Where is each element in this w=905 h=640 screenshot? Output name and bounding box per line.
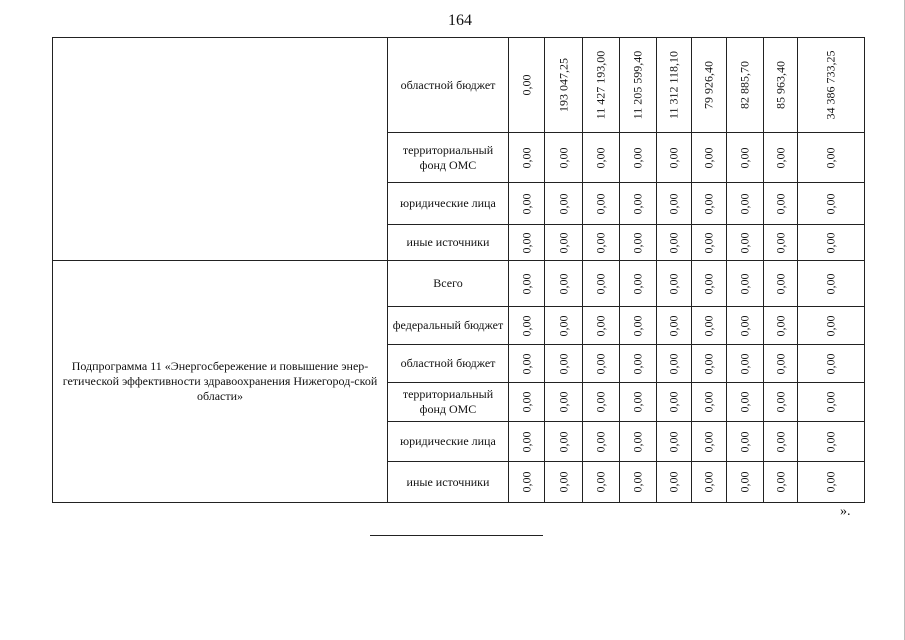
value-cell <box>798 462 865 503</box>
value-cell <box>620 345 657 383</box>
value-cell <box>545 133 583 183</box>
value-text: 0,00 <box>556 232 570 253</box>
funding-source: территориальный фонд ОМС <box>388 383 509 422</box>
value-cell <box>583 183 620 225</box>
value-text: 0,00 <box>666 391 681 413</box>
value-text: 0,00 <box>519 232 533 253</box>
value-text: 0,00 <box>519 353 533 374</box>
value-cell <box>620 133 657 183</box>
value-text: 0,00 <box>593 471 608 493</box>
value-cell <box>657 225 692 261</box>
value-text: 0,00 <box>737 193 752 214</box>
value-text: 0,00 <box>666 353 681 374</box>
value-cell <box>798 307 865 345</box>
value-cell <box>657 133 692 183</box>
value-text: 0,00 <box>773 391 787 413</box>
value-cell <box>509 462 545 503</box>
value-text: 0,00 <box>666 273 681 294</box>
value-text: 0,00 <box>556 147 570 168</box>
value-text: 0,00 <box>519 273 533 294</box>
value-cell <box>620 183 657 225</box>
value-cell <box>545 183 583 225</box>
value-text: 0,00 <box>773 147 787 168</box>
value-cell <box>798 345 865 383</box>
value-text: 0,00 <box>666 193 681 214</box>
value-text: 0,00 <box>666 232 681 253</box>
value-cell <box>798 225 865 261</box>
value-text: 0,00 <box>666 315 681 336</box>
value-cell <box>545 307 583 345</box>
value-text: 0,00 <box>556 353 570 374</box>
value-text: 0,00 <box>519 471 533 493</box>
value-text: 0,00 <box>666 471 681 493</box>
value-cell <box>583 133 620 183</box>
table-row <box>53 38 865 133</box>
value-cell <box>727 183 764 225</box>
value-text: 0,00 <box>701 315 716 336</box>
value-text: 0,00 <box>823 273 838 294</box>
value-text: 0,00 <box>519 391 533 413</box>
value-cell <box>692 462 727 503</box>
value-cell <box>657 261 692 307</box>
value-text: 0,00 <box>701 353 716 374</box>
funding-source: иные источники <box>388 225 509 261</box>
value-text: 0,00 <box>519 74 533 96</box>
value-text: 0,00 <box>701 147 716 168</box>
funding-source: иные источники <box>388 462 509 503</box>
funding-source: юридические лица <box>388 422 509 462</box>
value-cell <box>583 307 620 345</box>
value-cell <box>509 383 545 422</box>
value-cell <box>583 261 620 307</box>
value-cell <box>798 38 865 133</box>
value-cell <box>657 383 692 422</box>
value-text: 0,00 <box>630 471 645 493</box>
value-cell <box>620 261 657 307</box>
value-text: 11 427 193,00 <box>593 50 608 120</box>
value-cell <box>509 307 545 345</box>
value-cell <box>657 183 692 225</box>
value-text: 82 885,70 <box>737 61 752 109</box>
value-cell <box>692 261 727 307</box>
funding-source: юридические лица <box>388 183 509 225</box>
value-cell <box>620 225 657 261</box>
value-text: 0,00 <box>737 232 752 253</box>
value-cell <box>657 462 692 503</box>
value-cell <box>545 345 583 383</box>
table-row <box>53 261 865 307</box>
value-cell <box>620 383 657 422</box>
value-cell <box>509 183 545 225</box>
value-cell <box>620 307 657 345</box>
value-cell <box>545 38 583 133</box>
value-text: 0,00 <box>519 315 533 336</box>
value-cell <box>764 225 798 261</box>
value-text: 0,00 <box>701 431 716 452</box>
value-cell <box>727 307 764 345</box>
value-cell <box>509 38 545 133</box>
value-cell <box>509 261 545 307</box>
budget-table <box>52 37 865 503</box>
value-cell <box>764 422 798 462</box>
value-cell <box>509 133 545 183</box>
value-text: 79 926,40 <box>701 61 716 109</box>
value-text: 85 963,40 <box>773 61 787 109</box>
value-text: 0,00 <box>773 431 787 452</box>
value-text: 11 312 118,10 <box>666 50 681 120</box>
value-cell <box>620 462 657 503</box>
value-text: 0,00 <box>823 193 838 214</box>
value-cell <box>798 383 865 422</box>
value-text: 0,00 <box>773 232 787 253</box>
value-text: 0,00 <box>593 232 608 253</box>
value-cell <box>657 422 692 462</box>
page-number: 164 <box>448 12 472 29</box>
value-cell <box>545 225 583 261</box>
value-cell <box>509 225 545 261</box>
value-text: 0,00 <box>737 315 752 336</box>
value-text: 0,00 <box>630 353 645 374</box>
value-text: 0,00 <box>519 147 533 168</box>
value-text: 0,00 <box>773 193 787 214</box>
value-text: 0,00 <box>773 471 787 493</box>
value-cell <box>798 422 865 462</box>
value-text: 0,00 <box>630 315 645 336</box>
value-cell <box>764 462 798 503</box>
funding-source: Всего <box>388 261 509 307</box>
value-text: 0,00 <box>593 193 608 214</box>
value-text: 193 047,25 <box>556 58 570 112</box>
value-cell <box>764 183 798 225</box>
value-cell <box>764 38 798 133</box>
funding-source: федеральный бюджет <box>388 307 509 345</box>
closing-quote: ». <box>840 504 851 519</box>
funding-source: областной бюджет <box>388 38 509 133</box>
value-cell <box>692 38 727 133</box>
value-cell <box>583 462 620 503</box>
value-cell <box>545 422 583 462</box>
value-text: 0,00 <box>701 273 716 294</box>
program-cell-empty <box>53 38 388 261</box>
value-cell <box>545 462 583 503</box>
value-text: 0,00 <box>701 193 716 214</box>
value-cell <box>727 383 764 422</box>
value-cell <box>727 462 764 503</box>
value-text: 0,00 <box>630 273 645 294</box>
funding-source: областной бюджет <box>388 345 509 383</box>
value-text: 0,00 <box>737 147 752 168</box>
value-cell <box>583 383 620 422</box>
value-text: 0,00 <box>737 391 752 413</box>
value-text: 0,00 <box>556 471 570 493</box>
value-cell <box>727 133 764 183</box>
value-cell <box>692 383 727 422</box>
value-text: 34 386 733,25 <box>823 50 838 120</box>
value-text: 0,00 <box>773 315 787 336</box>
value-text: 0,00 <box>823 147 838 168</box>
value-cell <box>657 38 692 133</box>
value-text: 0,00 <box>593 391 608 413</box>
value-text: 0,00 <box>593 273 608 294</box>
value-text: 0,00 <box>556 315 570 336</box>
value-cell <box>620 38 657 133</box>
value-cell <box>692 183 727 225</box>
value-cell <box>583 422 620 462</box>
value-text: 0,00 <box>773 273 787 294</box>
value-text: 0,00 <box>666 431 681 452</box>
value-cell <box>727 261 764 307</box>
value-text: 0,00 <box>630 232 645 253</box>
value-text: 0,00 <box>630 391 645 413</box>
value-cell <box>583 225 620 261</box>
value-text: 0,00 <box>737 471 752 493</box>
value-cell <box>692 345 727 383</box>
value-text: 0,00 <box>519 193 533 214</box>
value-cell <box>583 38 620 133</box>
value-text: 0,00 <box>701 391 716 413</box>
value-text: 0,00 <box>556 391 570 413</box>
value-text: 0,00 <box>737 353 752 374</box>
value-cell <box>509 345 545 383</box>
value-cell <box>692 422 727 462</box>
value-cell <box>798 261 865 307</box>
value-text: 11 205 599,40 <box>630 50 645 120</box>
value-text: 0,00 <box>823 315 838 336</box>
value-text: 0,00 <box>593 431 608 452</box>
value-text: 0,00 <box>556 431 570 452</box>
value-text: 0,00 <box>630 147 645 168</box>
program-name-cell: Подпрограмма 11 «Энергосбережение и повышение энер-гетической эффективности здравоохранения Нижегород-ской области» <box>53 261 388 503</box>
value-text: 0,00 <box>737 431 752 452</box>
value-cell <box>692 307 727 345</box>
value-cell <box>727 38 764 133</box>
value-text: 0,00 <box>823 353 838 374</box>
value-text: 0,00 <box>556 193 570 214</box>
value-cell <box>545 383 583 422</box>
value-cell <box>509 422 545 462</box>
value-text: 0,00 <box>630 431 645 452</box>
value-cell <box>727 225 764 261</box>
value-text: 0,00 <box>823 391 838 413</box>
value-cell <box>798 133 865 183</box>
value-cell <box>798 183 865 225</box>
value-cell <box>764 345 798 383</box>
value-text: 0,00 <box>593 147 608 168</box>
value-text: 0,00 <box>823 471 838 493</box>
value-cell <box>764 383 798 422</box>
value-cell <box>727 345 764 383</box>
separator-line <box>370 535 543 536</box>
value-cell <box>692 225 727 261</box>
value-cell <box>764 133 798 183</box>
value-cell <box>620 422 657 462</box>
value-cell <box>764 307 798 345</box>
value-text: 0,00 <box>773 353 787 374</box>
value-cell <box>657 345 692 383</box>
value-text: 0,00 <box>823 232 838 253</box>
value-text: 0,00 <box>666 147 681 168</box>
value-text: 0,00 <box>630 193 645 214</box>
value-cell <box>583 345 620 383</box>
funding-source: территориальный фонд ОМС <box>388 133 509 183</box>
value-cell <box>692 133 727 183</box>
value-text: 0,00 <box>593 353 608 374</box>
value-cell <box>545 261 583 307</box>
value-text: 0,00 <box>701 232 716 253</box>
value-text: 0,00 <box>593 315 608 336</box>
value-cell <box>727 422 764 462</box>
value-cell <box>657 307 692 345</box>
value-text: 0,00 <box>519 431 533 452</box>
value-text: 0,00 <box>556 273 570 294</box>
value-text: 0,00 <box>737 273 752 294</box>
value-text: 0,00 <box>701 471 716 493</box>
value-cell <box>764 261 798 307</box>
value-text: 0,00 <box>823 431 838 452</box>
